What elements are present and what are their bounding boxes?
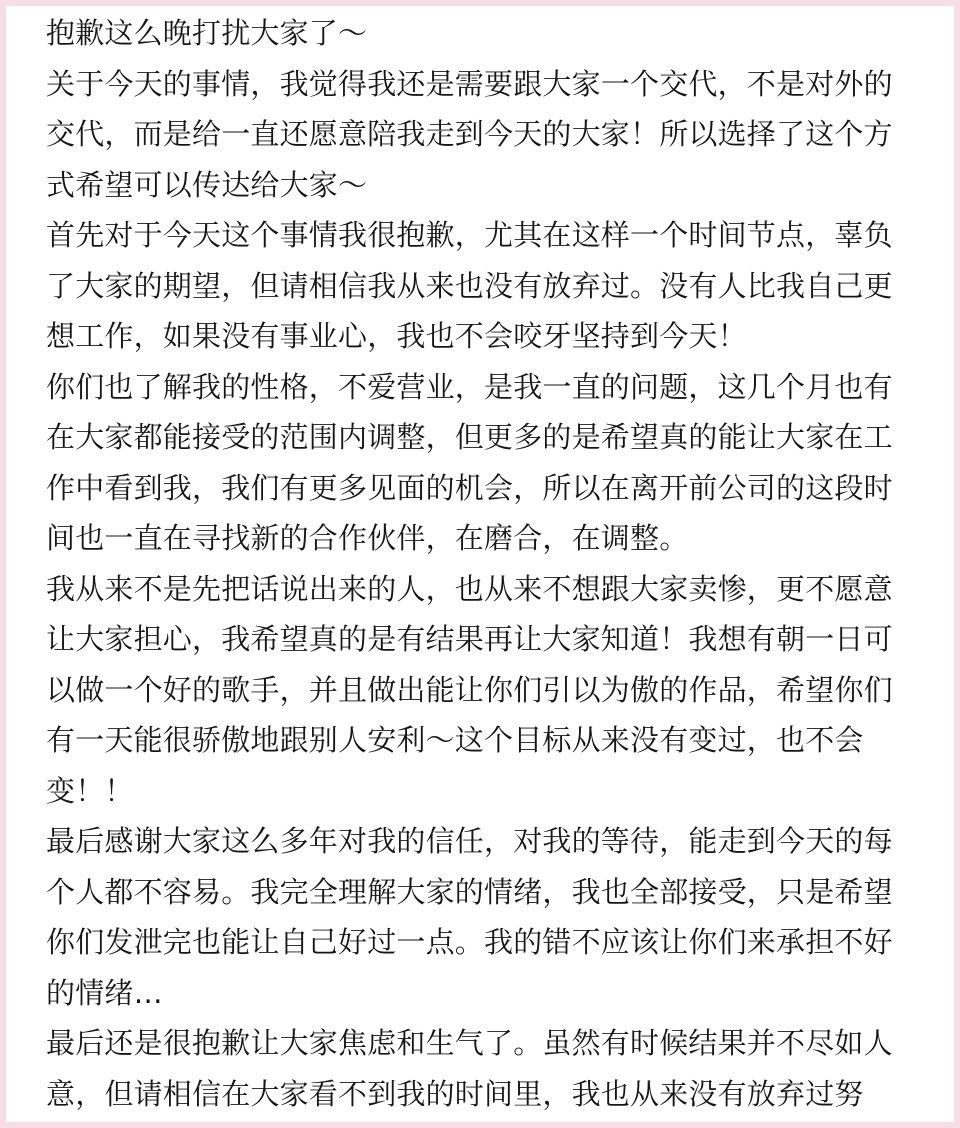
text-line: 了大家的期望，但请相信我从来也没有放弃过。没有人比我自己更: [46, 268, 893, 303]
text-line: 在大家都能接受的范围内调整，但更多的是希望真的能让大家在工: [46, 420, 893, 454]
paragraph-2: [46, 59, 930, 211]
text-line: 作中看到我，我们有更多见面的机会，所以在离开前公司的这段时: [46, 470, 893, 505]
text-line: 意，但请相信在大家看不到我的时间里，我也从来没有放弃过努: [46, 1076, 864, 1111]
text-line: 让大家担心，我希望真的是有结果再让大家知道！我想有朝一日可: [46, 622, 893, 656]
text-line: 式希望可以传达给大家～: [46, 167, 368, 202]
text-line: 你们也了解我的性格，不爱营业，是我一直的问题，这几个月也有: [46, 369, 893, 404]
text-line: 间也一直在寻找新的合作伙伴，在磨合，在调整。: [46, 521, 689, 555]
text-line: 关于今天的事情，我觉得我还是需要跟大家一个交代，不是对外的: [46, 66, 893, 101]
text-line: 变！！: [46, 773, 134, 808]
text-line: 有一天能很骄傲地跟别人安利～这个目标从来没有变过，也不会: [46, 723, 864, 757]
paragraph-3: [46, 210, 930, 362]
text-line: 你们发泄完也能让自己好过一点。我的错不应该让你们来承担不好: [46, 925, 893, 959]
text-line: 最后感谢大家这么多年对我的信任，对我的等待，能走到今天的每: [46, 824, 893, 858]
letter-page: [6, 6, 954, 1122]
text-line: 首先对于今天这个事情我很抱歉，尤其在这样一个时间节点，辜负: [46, 218, 893, 252]
text-line: 想工作，如果没有事业心，我也不会咬牙坚持到今天！: [46, 319, 747, 353]
text-line: 个人都不容易。我完全理解大家的情绪，我也全部接受，只是希望: [46, 874, 893, 909]
paragraph-7: [46, 1018, 930, 1119]
paragraph-5: [46, 564, 930, 817]
text-line: 交代，而是给一直还愿意陪我走到今天的大家！所以选择了这个方: [46, 117, 893, 151]
text-line: 以做一个好的歌手，并且做出能让你们引以为傲的作品，希望你们: [46, 672, 893, 707]
text-line: 最后还是很抱歉让大家焦虑和生气了。虽然有时候结果并不尽如人: [46, 1026, 893, 1060]
paragraph-4: [46, 362, 930, 564]
text-line: 我从来不是先把话说出来的人，也从来不想跟大家卖惨，更不愿意: [46, 571, 893, 606]
text-line: 抱歉这么晚打扰大家了～: [46, 16, 368, 50]
paragraph-1: [46, 8, 930, 59]
paragraph-6: [46, 816, 930, 1018]
text-line: 的情绪…: [46, 975, 163, 1010]
